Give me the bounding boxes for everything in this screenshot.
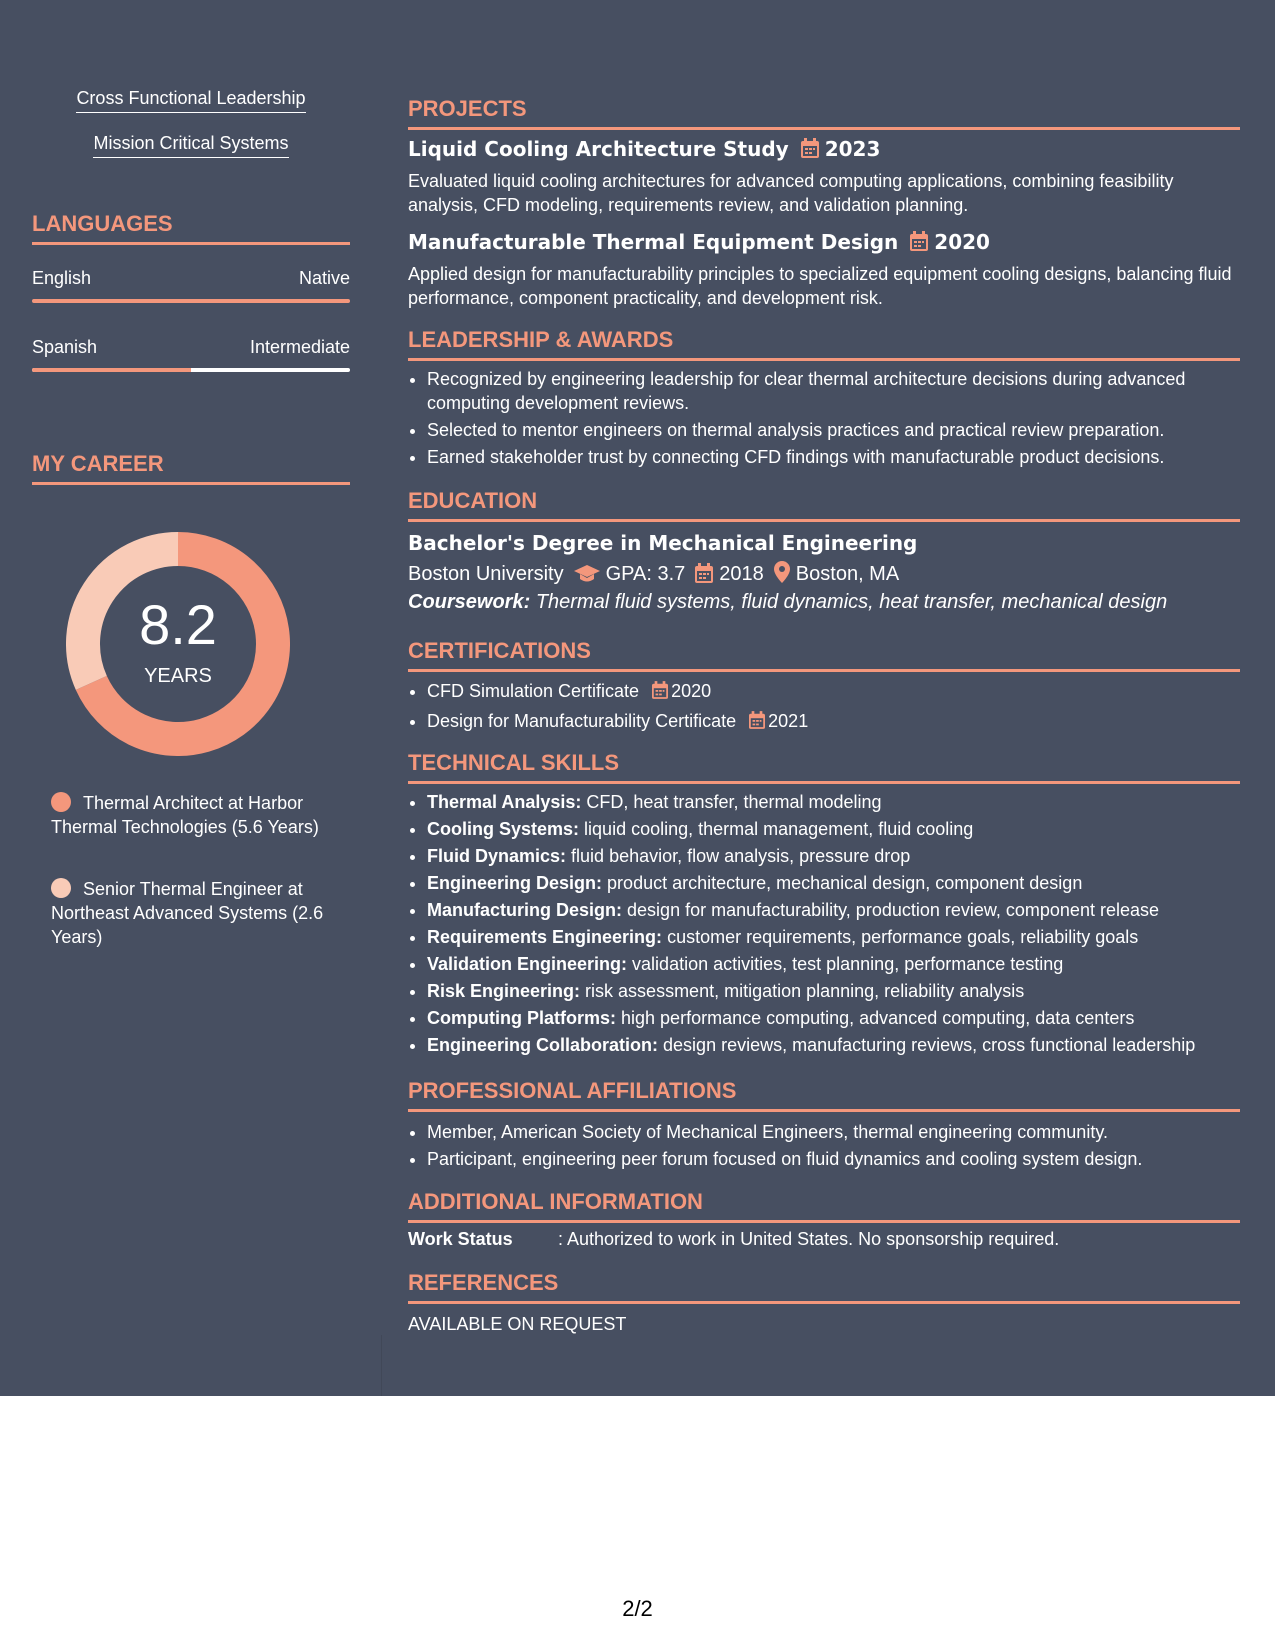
career-total-years: 8.2 — [139, 593, 217, 656]
education-details — [408, 561, 899, 589]
calendar-icon — [749, 709, 765, 737]
skill-label: Engineering Collaboration: — [427, 1035, 659, 1055]
list-item: • Participant, engineering peer forum focused on fluid dynamics and cooling system design. — [427, 1146, 1259, 1173]
skill-value: high performance computing, advanced computing, data centers — [621, 1008, 1135, 1028]
skill-value: validation activities, test planning, performance testing — [632, 954, 1064, 974]
skills-list — [408, 789, 1259, 1059]
skill-value: design for manufacturability, production review, component release — [627, 900, 1159, 920]
project-title: Manufacturable Thermal Equipment Design 2020 — [408, 230, 990, 254]
language-level: Intermediate — [249, 337, 350, 357]
project-description: Applied design for manufacturability principles to specialized equipment cooling designs, balancing fluid performance, component practicality, and development risk. — [408, 264, 1232, 308]
skill-value: CFD, heat transfer, thermal modeling — [586, 792, 882, 812]
work-status — [408, 1229, 1059, 1250]
language-proficiency-bar — [32, 299, 350, 303]
degree-title: Bachelor's Degree in Mechanical Engineering — [408, 531, 918, 555]
project-year: 2023 — [824, 137, 881, 161]
certifications-heading: CERTIFICATIONS — [408, 638, 1240, 672]
page-number: 2/2 — [622, 1596, 653, 1621]
additional-info-heading: ADDITIONAL INFORMATION — [408, 1189, 1240, 1223]
strength-item: Cross Functional Leadership — [32, 88, 350, 113]
work-status-label: Work Status — [408, 1229, 513, 1249]
references-value: AVAILABLE ON REQUEST — [408, 1314, 627, 1334]
skill-item — [427, 843, 1259, 870]
projects-heading: PROJECTS — [408, 96, 1240, 130]
legend-dot — [51, 878, 71, 898]
skill-item — [427, 951, 1259, 978]
skill-label: Engineering Design: — [427, 873, 603, 893]
work-status-value: : Authorized to work in United States. No sponsorship required. — [558, 1229, 1060, 1249]
coursework: Coursework: Thermal fluid systems, fluid dynamics, heat transfer, mechanical design — [408, 591, 1168, 613]
graduation-cap-icon — [574, 565, 600, 589]
language-proficiency-fill — [32, 368, 191, 372]
list-item: • Design for Manufacturability Certificate 2021 — [427, 707, 1259, 737]
skill-item — [427, 897, 1259, 924]
list-item: • Selected to mentor engineers on thermal analysis practices and practical review preparation. — [427, 418, 1259, 442]
skill-value: customer requirements, performance goals, reliability goals — [667, 927, 1139, 947]
language-name: English — [32, 268, 92, 288]
skill-item — [427, 816, 1259, 843]
list-item: • CFD Simulation Certificate 2020 — [427, 677, 1259, 707]
skill-value: liquid cooling, thermal management, fluid cooling — [584, 819, 974, 839]
education-location: Boston, MA — [795, 563, 900, 585]
references-heading: REFERENCES — [408, 1270, 1240, 1304]
language-name: Spanish — [32, 337, 98, 357]
location-pin-icon — [774, 561, 790, 589]
career-legend-item: Thermal Architect at Harbor Thermal Technologies (5.6 Years) — [51, 793, 319, 837]
column-divider — [381, 1335, 382, 1396]
skill-item — [427, 870, 1259, 897]
skill-label: Requirements Engineering: — [427, 927, 663, 947]
graduation-year: 2018 — [719, 563, 764, 585]
project-year: 2020 — [934, 230, 990, 254]
calendar-icon — [652, 679, 668, 707]
skill-value: risk assessment, mitigation planning, reliability analysis — [585, 981, 1025, 1001]
skill-item — [427, 1032, 1259, 1059]
career-heading: MY CAREER — [32, 451, 350, 485]
career-years-unit: YEARS — [144, 665, 212, 687]
project-description: Evaluated liquid cooling architectures for advanced computing applications, combining feasibility analysis, CFD modeling, requirements review, and validation planning. — [408, 171, 1174, 215]
leadership-heading: LEADERSHIP & AWARDS — [408, 327, 1240, 361]
skill-item — [427, 924, 1259, 951]
skill-label: Fluid Dynamics: — [427, 846, 567, 866]
gpa: GPA: 3.7 — [605, 563, 686, 585]
career-legend-item: Senior Thermal Engineer at Northeast Advanced Systems (2.6 Years) — [51, 879, 324, 947]
language-proficiency-fill — [32, 299, 350, 303]
languages-heading: LANGUAGES — [32, 211, 350, 245]
school-name: Boston University — [408, 563, 564, 585]
list-item: • Recognized by engineering leadership for clear thermal architecture decisions during advanced computing development reviews. — [427, 367, 1259, 415]
skill-label: Manufacturing Design: — [427, 900, 623, 920]
calendar-icon — [910, 231, 928, 256]
skill-item — [427, 978, 1259, 1005]
skill-label: Validation Engineering: — [427, 954, 628, 974]
skill-value: design reviews, manufacturing reviews, cross functional leadership — [663, 1035, 1196, 1055]
skill-label: Computing Platforms: — [427, 1008, 616, 1028]
affiliations-heading: PROFESSIONAL AFFILIATIONS — [408, 1078, 1240, 1112]
calendar-icon — [801, 138, 819, 163]
legend-dot — [51, 792, 71, 812]
skill-item — [427, 1005, 1259, 1032]
leadership-list — [408, 367, 1259, 469]
calendar-icon — [695, 563, 713, 589]
skill-label: Cooling Systems: — [427, 819, 580, 839]
skill-value: fluid behavior, flow analysis, pressure drop — [571, 846, 911, 866]
project-title: Liquid Cooling Architecture Study 2023 — [408, 137, 881, 161]
list-item: • Member, American Society of Mechanical Engineers, thermal engineering community. — [427, 1119, 1259, 1146]
language-level: Native — [298, 268, 350, 288]
language-proficiency-bar — [32, 368, 350, 372]
strength-item: Mission Critical Systems — [32, 133, 350, 158]
list-item: • Earned stakeholder trust by connecting CFD findings with manufacturable product decisions. — [427, 445, 1259, 469]
skill-value: product architecture, mechanical design, component design — [607, 873, 1083, 893]
skill-label: Risk Engineering: — [427, 981, 581, 1001]
education-heading: EDUCATION — [408, 488, 1240, 522]
skill-item — [427, 789, 1259, 816]
technical-skills-heading: TECHNICAL SKILLS — [408, 750, 1240, 784]
skill-label: Thermal Analysis: — [427, 792, 582, 812]
certifications-list — [408, 677, 1259, 737]
affiliations-list — [408, 1119, 1259, 1173]
